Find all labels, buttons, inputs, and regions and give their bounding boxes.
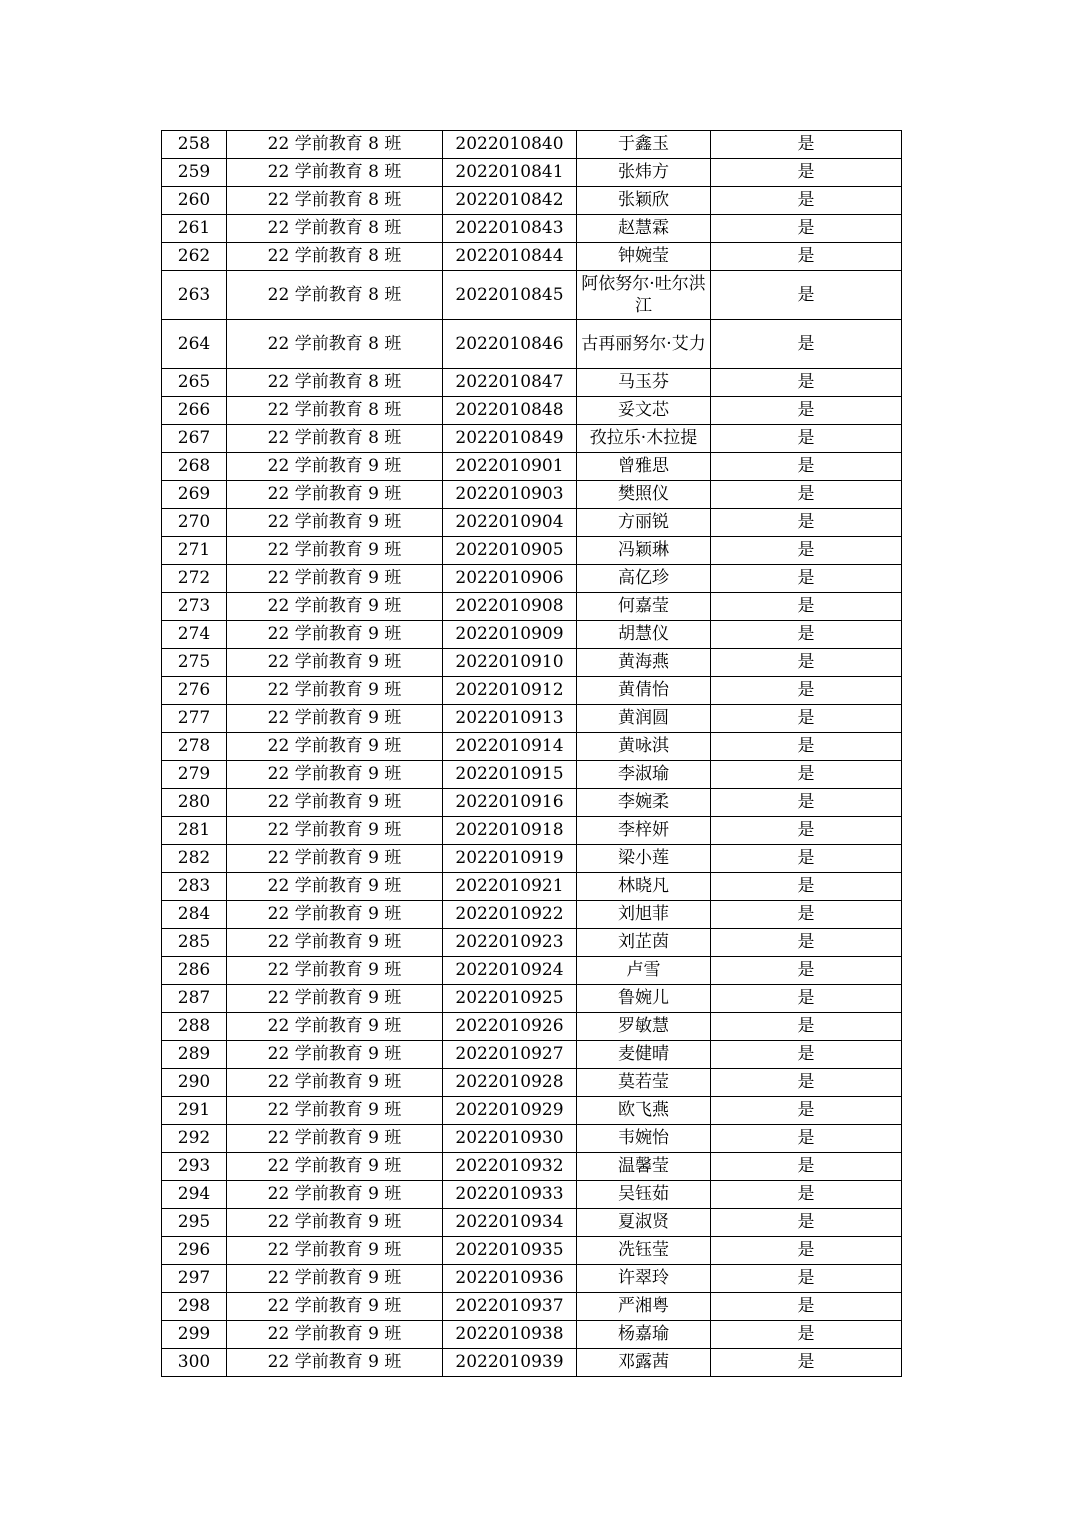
class-cell: 22 学前教育 9 班 [227,845,443,873]
status-cell: 是 [711,1041,902,1069]
row-number-cell: 265 [162,369,227,397]
student-name-cell: 赵慧霖 [577,215,711,243]
student-name-cell: 林晓凡 [577,873,711,901]
row-number-cell: 278 [162,733,227,761]
row-number-cell: 269 [162,481,227,509]
student-name-cell: 于鑫玉 [577,131,711,159]
table-row [162,1125,902,1153]
table-row [162,929,902,957]
class-cell: 22 学前教育 9 班 [227,1041,443,1069]
student-name-cell: 何嘉莹 [577,593,711,621]
status-cell: 是 [711,481,902,509]
class-cell: 22 学前教育 9 班 [227,537,443,565]
row-number-cell: 277 [162,705,227,733]
status-cell: 是 [711,705,902,733]
table-row [162,159,902,187]
row-number-cell: 262 [162,243,227,271]
row-number-cell: 264 [162,320,227,369]
class-cell: 22 学前教育 9 班 [227,1069,443,1097]
student-name-cell: 张颖欣 [577,187,711,215]
student-name-cell: 杨嘉瑜 [577,1321,711,1349]
class-cell: 22 学前教育 9 班 [227,1237,443,1265]
student-id-cell: 2022010912 [443,677,577,705]
student-id-cell: 2022010939 [443,1349,577,1377]
table-row [162,215,902,243]
status-cell: 是 [711,1125,902,1153]
student-id-cell: 2022010928 [443,1069,577,1097]
student-name-cell: 黄倩怡 [577,677,711,705]
table-row [162,453,902,481]
student-name-cell: 古再丽努尔·艾力 [577,320,711,369]
status-cell: 是 [711,1097,902,1125]
class-cell: 22 学前教育 9 班 [227,985,443,1013]
class-cell: 22 学前教育 8 班 [227,131,443,159]
student-id-cell: 2022010930 [443,1125,577,1153]
table-row [162,1181,902,1209]
student-id-cell: 2022010847 [443,369,577,397]
class-cell: 22 学前教育 9 班 [227,1153,443,1181]
student-id-cell: 2022010849 [443,425,577,453]
student-id-cell: 2022010903 [443,481,577,509]
student-name-cell: 欧飞燕 [577,1097,711,1125]
status-cell: 是 [711,1069,902,1097]
status-cell: 是 [711,761,902,789]
student-name-cell: 刘芷茵 [577,929,711,957]
status-cell: 是 [711,271,902,320]
student-id-cell: 2022010845 [443,271,577,320]
class-cell: 22 学前教育 9 班 [227,677,443,705]
table-row [162,789,902,817]
student-name-cell: 马玉芬 [577,369,711,397]
student-name-cell: 李淑瑜 [577,761,711,789]
student-name-cell: 曾雅思 [577,453,711,481]
status-cell: 是 [711,1349,902,1377]
row-number-cell: 274 [162,621,227,649]
roster-table [161,130,902,1377]
row-number-cell: 272 [162,565,227,593]
row-number-cell: 261 [162,215,227,243]
table-row [162,593,902,621]
row-number-cell: 284 [162,901,227,929]
student-name-cell: 许翠玲 [577,1265,711,1293]
status-cell: 是 [711,733,902,761]
table-row [162,1013,902,1041]
status-cell: 是 [711,593,902,621]
table-row [162,1153,902,1181]
student-id-cell: 2022010935 [443,1237,577,1265]
status-cell: 是 [711,243,902,271]
student-name-cell: 卢雪 [577,957,711,985]
student-id-cell: 2022010915 [443,761,577,789]
student-name-cell: 黄海燕 [577,649,711,677]
row-number-cell: 297 [162,1265,227,1293]
class-cell: 22 学前教育 9 班 [227,873,443,901]
row-number-cell: 258 [162,131,227,159]
student-id-cell: 2022010926 [443,1013,577,1041]
row-number-cell: 285 [162,929,227,957]
table-row [162,397,902,425]
class-cell: 22 学前教育 9 班 [227,789,443,817]
student-name-cell: 胡慧仪 [577,621,711,649]
class-cell: 22 学前教育 8 班 [227,369,443,397]
student-name-cell: 黄咏淇 [577,733,711,761]
student-name-cell: 夏淑贤 [577,1209,711,1237]
status-cell: 是 [711,131,902,159]
student-name-cell: 冯颖琳 [577,537,711,565]
row-number-cell: 300 [162,1349,227,1377]
student-name-cell: 孜拉乐·木拉提 [577,425,711,453]
status-cell: 是 [711,1209,902,1237]
class-cell: 22 学前教育 9 班 [227,733,443,761]
student-name-cell: 阿依努尔·吐尔洪江 [577,271,711,320]
student-id-cell: 2022010932 [443,1153,577,1181]
class-cell: 22 学前教育 8 班 [227,159,443,187]
class-cell: 22 学前教育 9 班 [227,453,443,481]
student-id-cell: 2022010925 [443,985,577,1013]
status-cell: 是 [711,621,902,649]
student-id-cell: 2022010921 [443,873,577,901]
student-id-cell: 2022010923 [443,929,577,957]
table-row [162,677,902,705]
row-number-cell: 283 [162,873,227,901]
student-id-cell: 2022010905 [443,537,577,565]
student-name-cell: 温馨莹 [577,1153,711,1181]
class-cell: 22 学前教育 9 班 [227,1013,443,1041]
class-cell: 22 学前教育 8 班 [227,215,443,243]
table-row [162,621,902,649]
table-row [162,243,902,271]
table-row [162,1265,902,1293]
table-row [162,901,902,929]
status-cell: 是 [711,1265,902,1293]
roster-table-body [162,131,902,1377]
row-number-cell: 267 [162,425,227,453]
row-number-cell: 275 [162,649,227,677]
row-number-cell: 268 [162,453,227,481]
student-id-cell: 2022010934 [443,1209,577,1237]
student-name-cell: 张炜方 [577,159,711,187]
status-cell: 是 [711,187,902,215]
student-id-cell: 2022010914 [443,733,577,761]
student-name-cell: 吴钰茹 [577,1181,711,1209]
row-number-cell: 282 [162,845,227,873]
student-name-cell: 麦健晴 [577,1041,711,1069]
class-cell: 22 学前教育 9 班 [227,1181,443,1209]
class-cell: 22 学前教育 8 班 [227,425,443,453]
table-row [162,705,902,733]
table-row [162,817,902,845]
table-row [162,1069,902,1097]
status-cell: 是 [711,817,902,845]
student-id-cell: 2022010843 [443,215,577,243]
table-row [162,985,902,1013]
table-row [162,131,902,159]
table-row [162,1209,902,1237]
row-number-cell: 295 [162,1209,227,1237]
class-cell: 22 学前教育 9 班 [227,565,443,593]
status-cell: 是 [711,957,902,985]
class-cell: 22 学前教育 9 班 [227,649,443,677]
class-cell: 22 学前教育 9 班 [227,1125,443,1153]
class-cell: 22 学前教育 9 班 [227,957,443,985]
student-id-cell: 2022010909 [443,621,577,649]
status-cell: 是 [711,537,902,565]
class-cell: 22 学前教育 9 班 [227,761,443,789]
status-cell: 是 [711,1237,902,1265]
status-cell: 是 [711,397,902,425]
row-number-cell: 287 [162,985,227,1013]
status-cell: 是 [711,453,902,481]
row-number-cell: 280 [162,789,227,817]
student-id-cell: 2022010844 [443,243,577,271]
student-name-cell: 黄润圆 [577,705,711,733]
student-name-cell: 鲁婉儿 [577,985,711,1013]
table-row [162,957,902,985]
status-cell: 是 [711,929,902,957]
row-number-cell: 290 [162,1069,227,1097]
table-row [162,187,902,215]
class-cell: 22 学前教育 9 班 [227,621,443,649]
class-cell: 22 学前教育 9 班 [227,901,443,929]
student-id-cell: 2022010919 [443,845,577,873]
student-id-cell: 2022010848 [443,397,577,425]
class-cell: 22 学前教育 9 班 [227,1209,443,1237]
class-cell: 22 学前教育 9 班 [227,1097,443,1125]
class-cell: 22 学前教育 9 班 [227,1265,443,1293]
student-id-cell: 2022010916 [443,789,577,817]
student-name-cell: 方丽锐 [577,509,711,537]
row-number-cell: 296 [162,1237,227,1265]
student-id-cell: 2022010938 [443,1321,577,1349]
row-number-cell: 294 [162,1181,227,1209]
class-cell: 22 学前教育 8 班 [227,397,443,425]
student-name-cell: 樊照仪 [577,481,711,509]
student-id-cell: 2022010842 [443,187,577,215]
class-cell: 22 学前教育 8 班 [227,187,443,215]
student-name-cell: 严湘粤 [577,1293,711,1321]
student-name-cell: 冼钰莹 [577,1237,711,1265]
row-number-cell: 279 [162,761,227,789]
status-cell: 是 [711,159,902,187]
status-cell: 是 [711,845,902,873]
row-number-cell: 259 [162,159,227,187]
student-id-cell: 2022010913 [443,705,577,733]
status-cell: 是 [711,677,902,705]
student-name-cell: 莫若莹 [577,1069,711,1097]
row-number-cell: 292 [162,1125,227,1153]
row-number-cell: 289 [162,1041,227,1069]
class-cell: 22 学前教育 8 班 [227,320,443,369]
status-cell: 是 [711,320,902,369]
row-number-cell: 276 [162,677,227,705]
row-number-cell: 271 [162,537,227,565]
status-cell: 是 [711,649,902,677]
table-row [162,845,902,873]
table-row [162,481,902,509]
row-number-cell: 270 [162,509,227,537]
student-id-cell: 2022010908 [443,593,577,621]
table-row [162,873,902,901]
status-cell: 是 [711,789,902,817]
student-name-cell: 罗敏慧 [577,1013,711,1041]
table-row [162,320,902,369]
class-cell: 22 学前教育 9 班 [227,1293,443,1321]
class-cell: 22 学前教育 9 班 [227,1349,443,1377]
student-id-cell: 2022010927 [443,1041,577,1069]
class-cell: 22 学前教育 9 班 [227,705,443,733]
row-number-cell: 299 [162,1321,227,1349]
row-number-cell: 263 [162,271,227,320]
class-cell: 22 学前教育 9 班 [227,929,443,957]
row-number-cell: 298 [162,1293,227,1321]
status-cell: 是 [711,215,902,243]
student-name-cell: 刘旭菲 [577,901,711,929]
table-row [162,1097,902,1125]
student-name-cell: 李婉柔 [577,789,711,817]
table-row [162,1041,902,1069]
student-name-cell: 梁小莲 [577,845,711,873]
row-number-cell: 288 [162,1013,227,1041]
table-row [162,537,902,565]
status-cell: 是 [711,873,902,901]
student-id-cell: 2022010846 [443,320,577,369]
student-name-cell: 妥文芯 [577,397,711,425]
class-cell: 22 学前教育 9 班 [227,1321,443,1349]
student-name-cell: 李梓妍 [577,817,711,845]
student-name-cell: 高亿珍 [577,565,711,593]
status-cell: 是 [711,1321,902,1349]
table-row [162,1349,902,1377]
table-row [162,1321,902,1349]
row-number-cell: 293 [162,1153,227,1181]
table-row [162,761,902,789]
student-name-cell: 钟婉莹 [577,243,711,271]
status-cell: 是 [711,985,902,1013]
student-id-cell: 2022010841 [443,159,577,187]
table-row [162,565,902,593]
row-number-cell: 273 [162,593,227,621]
status-cell: 是 [711,901,902,929]
class-cell: 22 学前教育 9 班 [227,817,443,845]
table-row [162,369,902,397]
student-id-cell: 2022010933 [443,1181,577,1209]
table-row [162,1237,902,1265]
class-cell: 22 学前教育 9 班 [227,593,443,621]
status-cell: 是 [711,1013,902,1041]
row-number-cell: 291 [162,1097,227,1125]
table-row [162,649,902,677]
table-row [162,425,902,453]
student-id-cell: 2022010901 [443,453,577,481]
student-id-cell: 2022010910 [443,649,577,677]
student-id-cell: 2022010922 [443,901,577,929]
table-row [162,509,902,537]
student-id-cell: 2022010924 [443,957,577,985]
status-cell: 是 [711,369,902,397]
table-row [162,271,902,320]
status-cell: 是 [711,425,902,453]
row-number-cell: 281 [162,817,227,845]
student-id-cell: 2022010904 [443,509,577,537]
status-cell: 是 [711,509,902,537]
student-name-cell: 韦婉怡 [577,1125,711,1153]
class-cell: 22 学前教育 9 班 [227,509,443,537]
student-id-cell: 2022010929 [443,1097,577,1125]
status-cell: 是 [711,1181,902,1209]
row-number-cell: 286 [162,957,227,985]
student-id-cell: 2022010936 [443,1265,577,1293]
student-id-cell: 2022010918 [443,817,577,845]
row-number-cell: 260 [162,187,227,215]
student-id-cell: 2022010937 [443,1293,577,1321]
status-cell: 是 [711,1293,902,1321]
row-number-cell: 266 [162,397,227,425]
class-cell: 22 学前教育 9 班 [227,481,443,509]
status-cell: 是 [711,1153,902,1181]
table-row [162,733,902,761]
class-cell: 22 学前教育 8 班 [227,271,443,320]
class-cell: 22 学前教育 8 班 [227,243,443,271]
student-id-cell: 2022010840 [443,131,577,159]
table-row [162,1293,902,1321]
student-name-cell: 邓露茜 [577,1349,711,1377]
status-cell: 是 [711,565,902,593]
student-id-cell: 2022010906 [443,565,577,593]
